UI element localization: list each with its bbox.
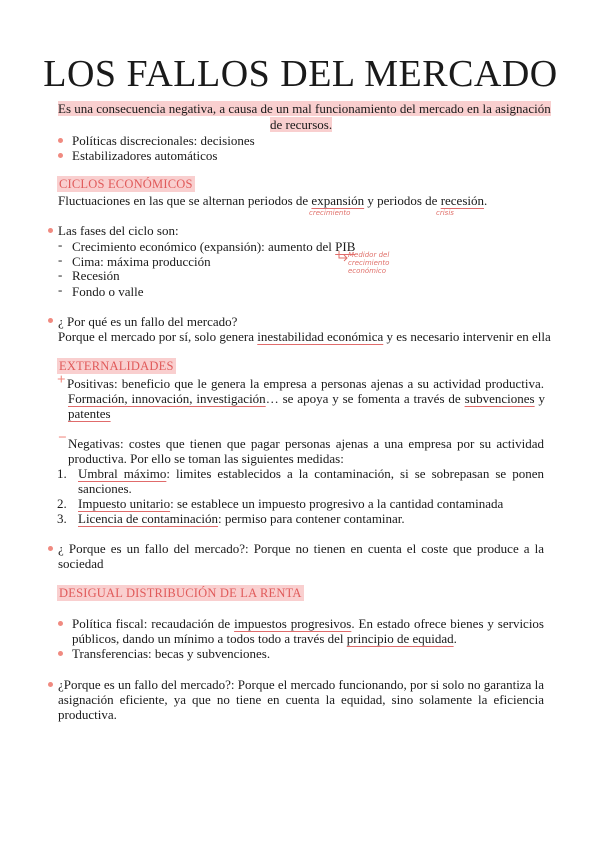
section-heading-ciclos: CICLOS ECONÓMICOS [59, 177, 193, 191]
intro-line-1: Es una consecuencia negativa, a causa de un mal funcionamiento del mercado en la asignación [58, 101, 551, 116]
plus-icon: + [57, 372, 66, 388]
ciclos-question: ¿ Por qué es un fallo del mercado? [58, 314, 238, 329]
externalidades-question-line-2: sociedad [58, 556, 104, 571]
desigual-question-line-1: ¿Porque es un fallo del mercado?: Porque el mercado funcionando, por si solo no garantiza la [58, 677, 544, 692]
measure-number: 3. [57, 511, 67, 526]
bullet-dot-icon [48, 228, 53, 233]
positive-line-1: Positivas: beneficio que le genera la empresa a personas ajenas a su actividad productiva. [67, 376, 544, 391]
page-title: LOS FALLOS DEL MERCADO [43, 53, 558, 95]
dash-icon: - [58, 237, 63, 252]
bullet-dot-icon [48, 318, 53, 323]
measure-2: Impuesto unitario: se establece un impuesto progresivo a la cantidad contaminada [78, 496, 504, 511]
positive-line-2: Formación, innovación, investigación… se apoya y se fomenta a través de subvenciones y [68, 391, 545, 406]
section-heading-desigual: DESIGUAL DISTRIBUCIÓN DE LA RENTA [59, 586, 302, 600]
bullet-dot-icon [58, 651, 63, 656]
ciclos-answer: Porque el mercado por sí, solo genera inestabilidad económica y es necesario intervenir en ella [58, 329, 551, 344]
positive-line-3: patentes [68, 406, 111, 421]
intro-bullet-2: Estabilizadores automáticos [72, 148, 218, 163]
externalidades-question: ¿ Porque es un fallo del mercado?: Porque no tienen en cuenta el coste que produce a la [58, 541, 544, 556]
desigual-bullet-1-line-2: públicos, dando un mínimo a todos todo a través del principio de equidad. [72, 631, 457, 646]
intro-line-2: de recursos. [270, 117, 333, 132]
bullet-dot-icon [58, 153, 63, 158]
handwritten-note-crisis: crisis [436, 209, 454, 217]
dash-icon: - [58, 267, 63, 282]
handwritten-note-pib: Medidor del crecimiento económico [348, 251, 390, 275]
phase-3: Recesión [72, 268, 120, 283]
desigual-bullet-2: Transferencias: becas y subvenciones. [72, 646, 271, 661]
minus-icon: − [58, 430, 67, 446]
measure-number: 1. [57, 466, 67, 481]
intro-bullet-1: Políticas discrecionales: decisiones [72, 133, 255, 148]
handwritten-note-crecimiento: crecimiento [309, 209, 351, 217]
bullet-dot-icon [48, 682, 53, 687]
desigual-bullet-1: Política fiscal: recaudación de impuestos progresivos. En estado ofrece bienes y servicios [72, 616, 544, 631]
desigual-question-line-3: productiva. [58, 707, 117, 722]
measure-1-line-2: sanciones. [78, 481, 132, 496]
dash-icon: - [58, 252, 63, 267]
desigual-question-line-2: asignación eficiente, ya que no tiene en cuenta la equidad, sino solamente la eficiencia [58, 692, 544, 707]
measure-number: 2. [57, 496, 67, 511]
measure-3: Licencia de contaminación: permiso para contener contaminar. [78, 511, 405, 526]
measure-1: Umbral máximo: limites establecidos a la contaminación, si se sobrepasan se ponen [78, 466, 544, 481]
bullet-dot-icon [58, 621, 63, 626]
phase-1: Crecimiento económico (expansión): aumento del PIB [72, 239, 356, 254]
dash-icon: - [58, 282, 63, 297]
phase-2: Cima: máxima producción [72, 254, 211, 269]
bullet-dot-icon [58, 138, 63, 143]
negative-line-2: productiva. Por ello se toman las siguientes medidas: [68, 451, 344, 466]
section-heading-externalidades: EXTERNALIDADES [59, 359, 174, 373]
ciclos-description: Fluctuaciones en las que se alternan periodos de expansión y periodos de recesión. [58, 193, 488, 208]
phase-4: Fondo o valle [72, 284, 144, 299]
bullet-dot-icon [48, 546, 53, 551]
phases-intro: Las fases del ciclo son: [58, 223, 179, 238]
negative-line-1: Negativas: costes que tienen que pagar personas ajenas a una empresa por su actividad [68, 436, 544, 451]
